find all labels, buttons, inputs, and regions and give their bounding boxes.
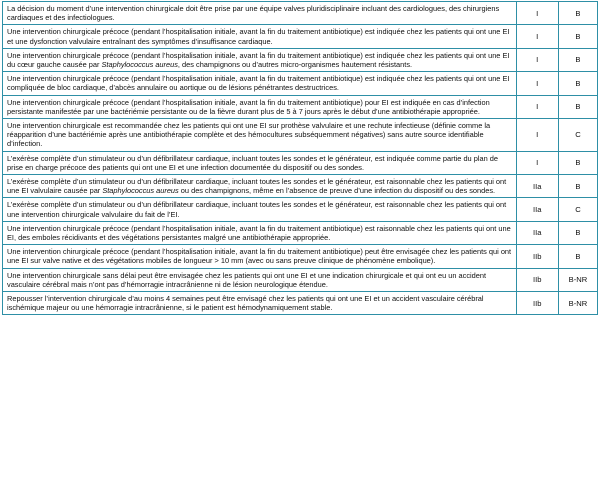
table-row [3, 268, 598, 291]
table-row [3, 2, 598, 25]
recommendation-text [3, 119, 517, 152]
level-cell: C [558, 119, 597, 152]
class-cell: I [516, 95, 558, 118]
recommendation-text-part: , des champignons ou d’autres micro-organismes hautement résistants. [177, 60, 413, 70]
recommendation-text [3, 245, 517, 268]
level-cell: B [558, 25, 597, 48]
level-cell: B [558, 245, 597, 268]
class-cell: I [516, 2, 558, 25]
class-cell: IIa [516, 198, 558, 221]
class-cell: I [516, 48, 558, 71]
level-cell: B [558, 48, 597, 71]
recommendation-text-content: Une intervention chirurgicale est recommandée chez les patients qui ont une EI sur prothèse valvulaire et une rechute infectieuse (définie comme la réapparition d’une bactériémie après une antibiothérapie complète et des hémocultures subséquemment négatives) sans autre source identifiable d’infection. [7, 121, 491, 149]
class-cell: I [516, 72, 558, 95]
class-cell: I [516, 151, 558, 174]
table-row [3, 25, 598, 48]
recommendation-text-part: Une intervention chirurgicale précoce (pendant l’hospitalisation initiale, avant la fin du traitement antibiotique) est indiquée chez les patients qui ont une EI du cœur gauche causée par [7, 50, 510, 70]
level-cell: B [558, 2, 597, 25]
level-cell: B [558, 151, 597, 174]
recommendation-text-content: Une intervention chirurgicale précoce (pendant l’hospitalisation initiale, avant la fin du traitement antibiotique) est indiquée chez les patients qui ont une EI et une dysfonction valvulaire entraînant des symptômes d’insuffisance cardiaque. [7, 27, 510, 46]
recommendation-text [3, 292, 517, 315]
organism-name: Staphylococcus aureus [101, 60, 178, 70]
table-row [3, 48, 598, 71]
recommendation-text [3, 151, 517, 174]
level-cell: B-NR [558, 292, 597, 315]
recommendation-text [3, 175, 517, 198]
recommendations-table [2, 1, 598, 315]
recommendation-text-content: L’exérèse complète d’un stimulateur ou d’un défibrillateur cardiaque, incluant toutes les sondes et le générateur, est indiquée comme partie du plan de prise en charge précoce des patients qui ont une EI et une infection documentée du dispositif ou des sondes. [7, 153, 498, 172]
table-row [3, 245, 598, 268]
class-cell: I [516, 25, 558, 48]
recommendation-text [3, 268, 517, 291]
level-cell: B [558, 95, 597, 118]
recommendation-text-content: Une intervention chirurgicale précoce (pendant l’hospitalisation initiale, avant la fin du traitement antibiotique) est indiquée chez les patients qui ont une EI compliquée de bloc cardiaque, d’abcès annulaire ou aortique ou de lésions pénétrantes destructrices. [7, 74, 510, 93]
recommendation-text-content: L’exérèse complète d’un stimulateur ou d’un défibrillateur cardiaque, incluant toutes les sondes et le générateur, est raisonnable chez les patients qui ont une intervention chirurgicale valvulaire du fait de l’EI. [7, 200, 507, 219]
recommendation-text-content: Une intervention chirurgicale sans délai peut être envisagée chez les patients qui ont une EI et une indication chirurgicale et qui ont eu un accident vasculaire cérébral mais n’ont pas d’hémorragie intracrânienne ni de lésion neurologique étendue. [7, 270, 487, 289]
table-row [3, 175, 598, 198]
level-cell: B [558, 72, 597, 95]
class-cell: I [516, 119, 558, 152]
class-cell: IIa [516, 175, 558, 198]
recommendation-text [3, 25, 517, 48]
table-row [3, 119, 598, 152]
recommendation-text-part: L’exérèse complète d’un stimulateur ou d’un défibrillateur cardiaque, incluant toutes les sondes et le générateur, est raisonnable chez les patients qui ont une EI valvulaire causée par [7, 177, 507, 196]
class-cell: IIb [516, 245, 558, 268]
recommendation-text [3, 95, 517, 118]
table-row [3, 198, 598, 221]
level-cell: C [558, 198, 597, 221]
recommendation-text [3, 2, 517, 25]
recommendation-text-content: Une intervention chirurgicale précoce (pendant l’hospitalisation initiale, avant la fin du traitement antibiotique) est raisonnable chez les patients qui ont une EI, des emboles récidivants et des végétations persistantes malgré une antibiothérapie appropriée. [7, 223, 511, 243]
class-cell: IIb [516, 268, 558, 291]
table-row [3, 221, 598, 244]
recommendation-text [3, 221, 517, 244]
recommendations-table-container [2, 1, 598, 315]
recommendation-text-content: Une intervention chirurgicale précoce (pendant l’hospitalisation initiale, avant la fin du traitement antibiotique) peut être envisagée chez les patients qui ont une EI sur valve native et des végétations mobiles de longueur > 10 mm (avec ou sans preuve clinique de phénomène embolique). [7, 247, 512, 266]
class-cell: IIb [516, 292, 558, 315]
recommendation-text-content: Une intervention chirurgicale précoce (pendant l’hospitalisation initiale, avant la fin du traitement antibiotique) pour EI est indiquée en cas d’infection persistante manifestée par une bactériémie persistante ou de la fièvre durant plus de 5 à 7 jours après le début d’une antibiothérapie appropriée. [7, 97, 490, 116]
table-row [3, 151, 598, 174]
class-cell: IIa [516, 221, 558, 244]
table-row [3, 72, 598, 95]
recommendation-text [3, 198, 517, 221]
level-cell: B [558, 175, 597, 198]
recommendation-text-part: ou des champignons, même en l’absence de preuve d’une infection du dispositif ou des sondes. [178, 186, 496, 196]
table-row [3, 95, 598, 118]
recommendation-text-content: Repousser l’intervention chirurgicale d’au moins 4 semaines peut être envisagé chez les patients qui ont une EI et un accident vasculaire cérébral ischémique majeur ou une hémorragie intracrânienne, si le patient est hémodynamiquement stable. [7, 294, 484, 313]
level-cell: B-NR [558, 268, 597, 291]
recommendation-text [3, 72, 517, 95]
recommendation-text-content: La décision du moment d’une intervention chirurgicale doit être prise par une équipe valves pluridisciplinaire incluant des cardiologues, des chirurgiens cardiaques et des infectiologues. [7, 4, 500, 23]
level-cell: B [558, 221, 597, 244]
organism-name: Staphylococcus aureus [102, 186, 179, 196]
table-row [3, 292, 598, 315]
recommendation-text [3, 48, 517, 71]
